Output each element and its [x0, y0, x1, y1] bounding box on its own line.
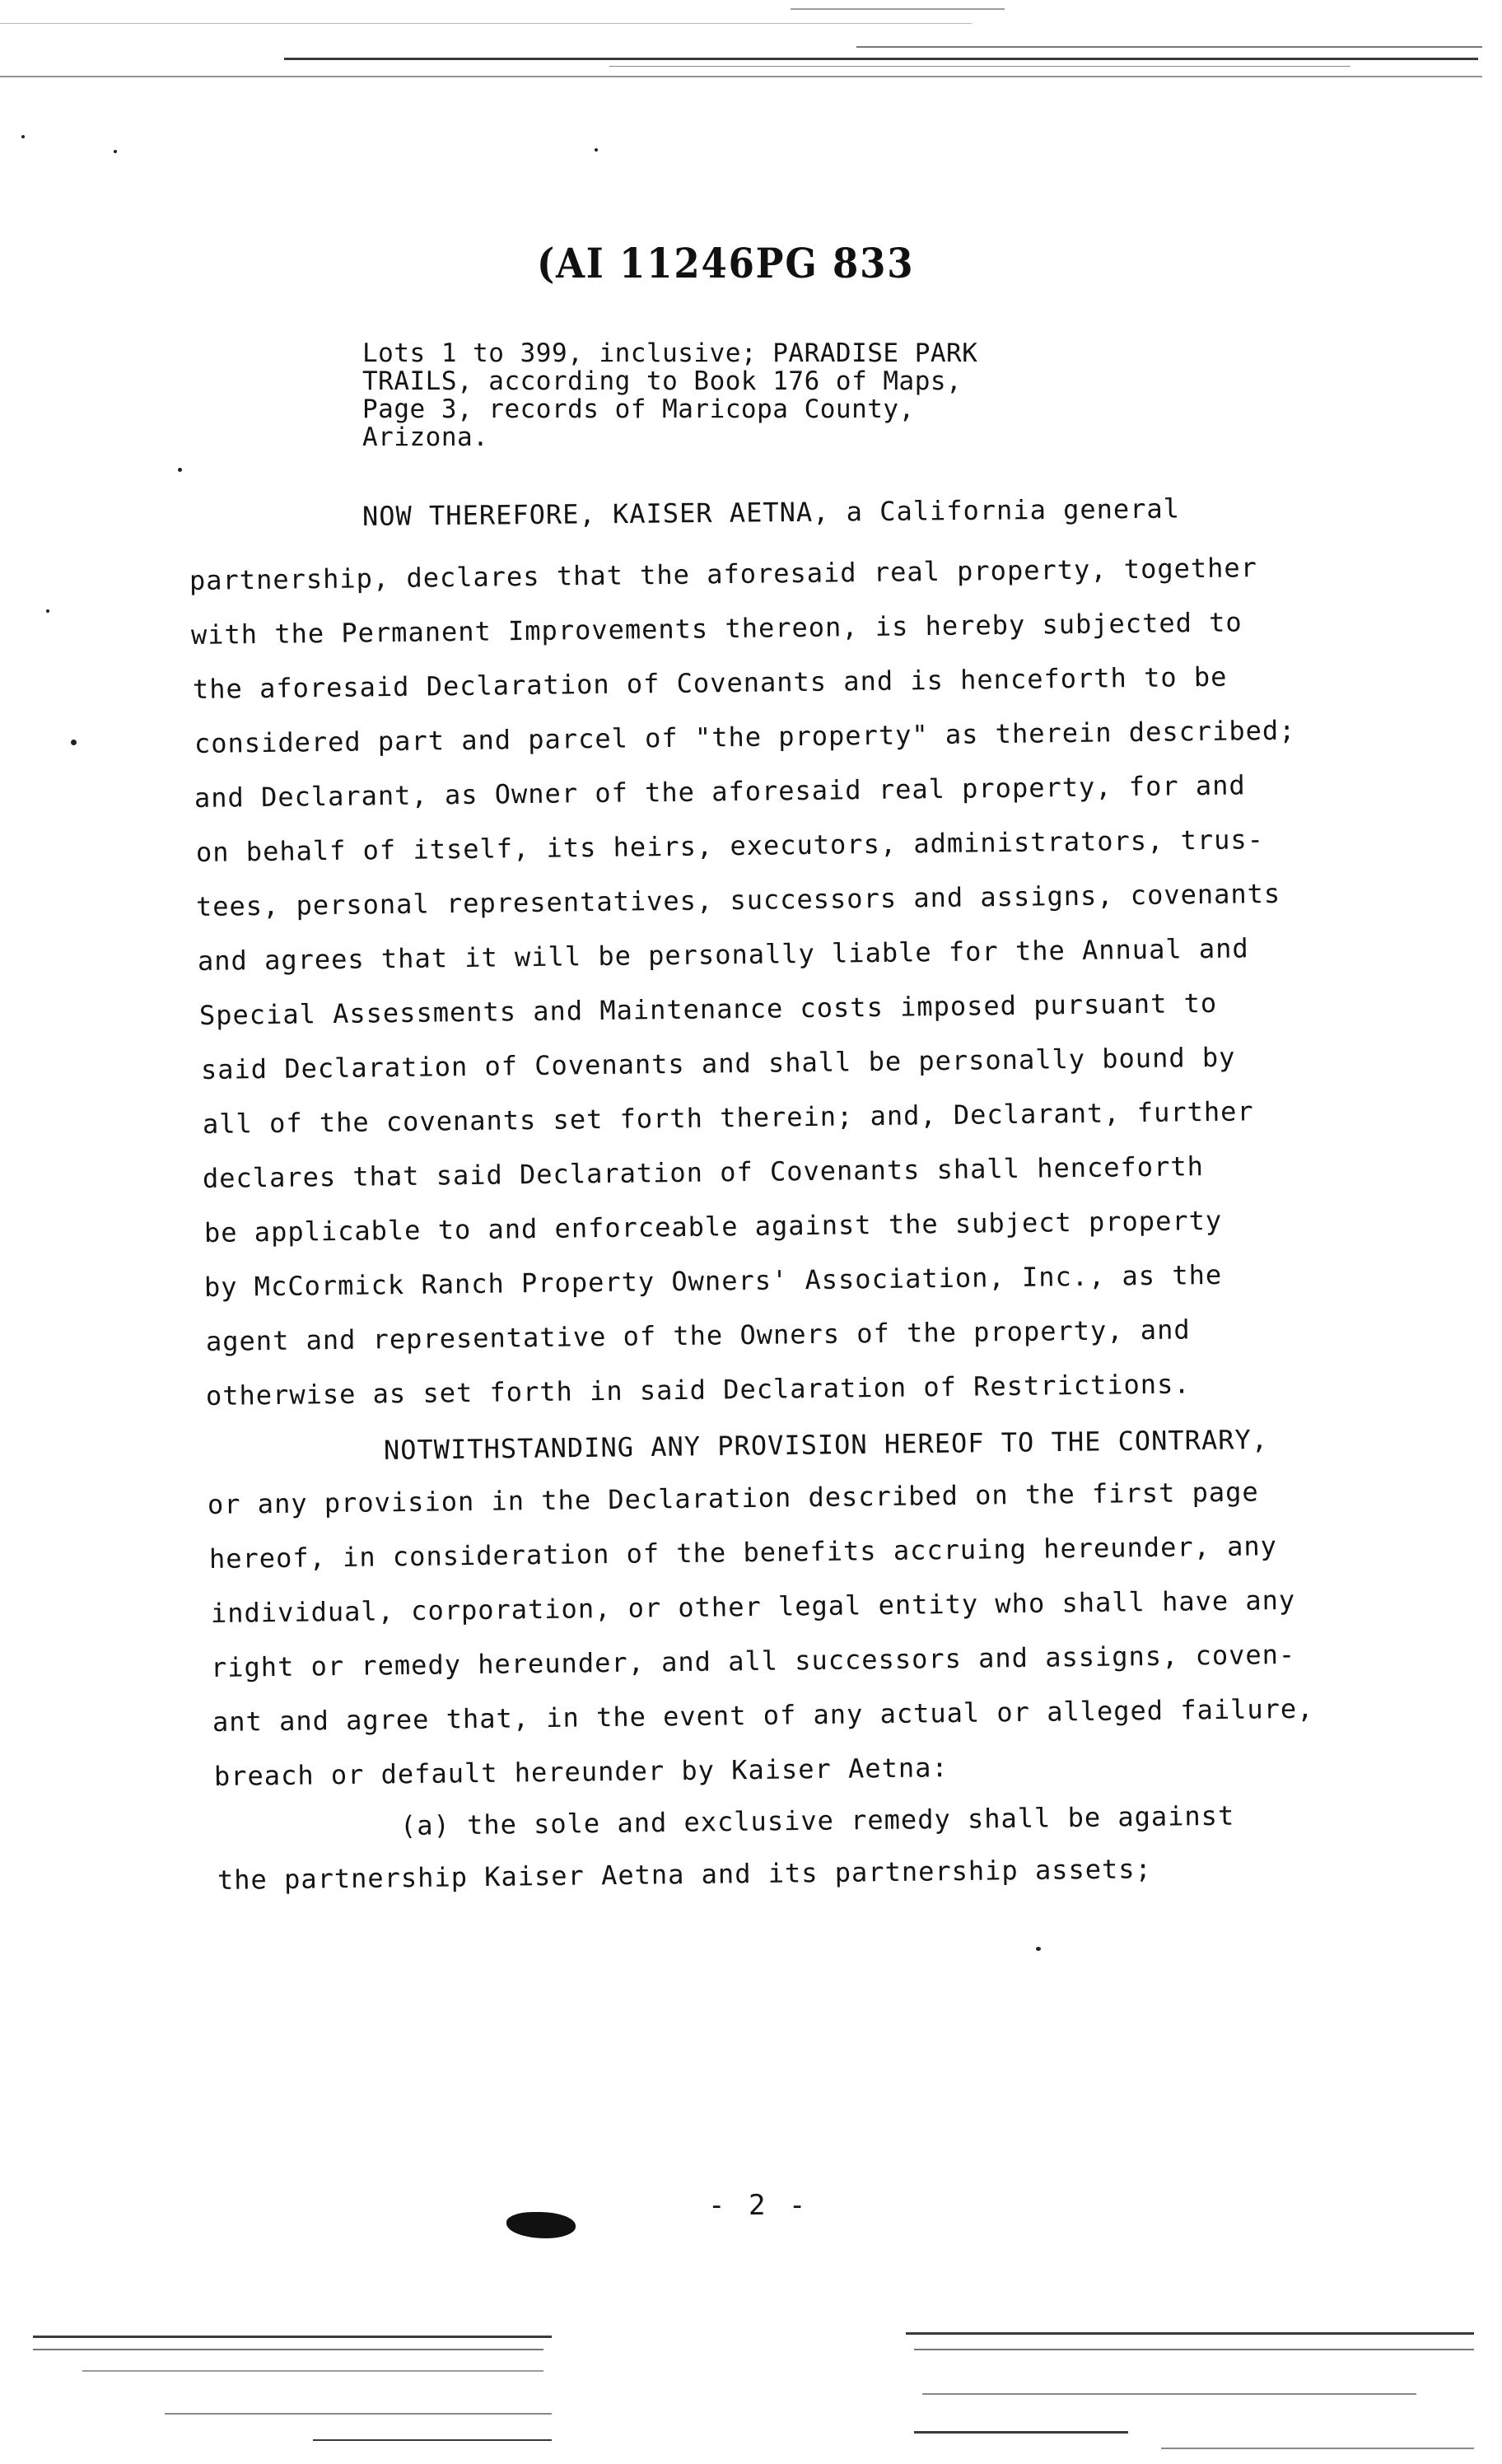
legal-description-line: TRAILS, according to Book 176 of Maps, — [362, 366, 963, 396]
scan-line — [284, 58, 1478, 60]
scan-line — [1161, 2448, 1474, 2449]
body-line: with the Permanent Improvements thereon, is hereby subjected to — [190, 606, 1243, 651]
body-line: tees, personal representatives, successors and assigns, covenants — [195, 877, 1281, 922]
body-line: all of the covenants set forth therein; and, Declarant, further — [202, 1095, 1254, 1140]
page-number: - 2 - — [708, 2189, 809, 2222]
body-line: by McCormick Ranch Property Owners' Association, Inc., as the — [203, 1258, 1223, 1303]
scan-line — [0, 76, 1482, 77]
body-line: be applicable to and enforceable against the subject property — [203, 1204, 1223, 1248]
scan-line — [82, 2370, 543, 2372]
ink-blot — [506, 2212, 576, 2238]
scan-speck — [178, 468, 182, 472]
legal-description-line: Lots 1 to 399, inclusive; PARADISE PARK — [362, 338, 978, 368]
scan-speck — [71, 740, 77, 745]
scan-line — [922, 2393, 1416, 2395]
legal-description-line: Arizona. — [362, 422, 489, 452]
body-line: NOW THEREFORE, KAISER AETNA, a California general — [362, 492, 1181, 532]
body-line: declares that said Declaration of Covenants shall henceforth — [202, 1150, 1205, 1194]
body-line: right or remedy hereunder, and all successors and assigns, coven- — [210, 1638, 1296, 1683]
body-line: the partnership Kaiser Aetna and its partnership assets; — [217, 1853, 1153, 1896]
body-line: agent and representative of the Owners of the property, and — [205, 1314, 1191, 1357]
scan-line — [791, 8, 1005, 10]
scan-speck — [46, 609, 49, 613]
scan-speck — [595, 148, 598, 152]
body-line: otherwise as set forth in said Declaration of Restrictions. — [205, 1368, 1191, 1412]
scan-line — [33, 2349, 543, 2350]
scan-line — [856, 46, 1482, 48]
scan-line — [914, 2349, 1474, 2350]
body-line: ant and agree that, in the event of any actual or alleged failure, — [212, 1692, 1314, 1738]
body-line: or any provision in the Declaration described on the first page — [207, 1476, 1259, 1520]
scan-speck — [21, 135, 25, 138]
scan-line — [914, 2431, 1128, 2434]
scan-line — [165, 2413, 552, 2415]
body-line: individual, corporation, or other legal entity who shall have any — [210, 1584, 1296, 1629]
scan-speck — [114, 150, 117, 153]
body-line: the aforesaid Declaration of Covenants and is henceforth to be — [192, 660, 1228, 705]
scan-line — [0, 23, 972, 24]
body-line: partnership, declares that the aforesaid real property, together — [189, 552, 1258, 596]
body-line: considered part and parcel of "the property" as therein described; — [194, 714, 1296, 759]
body-line: on behalf of itself, its heirs, executors, administrators, trus- — [195, 824, 1265, 868]
body-line: said Declaration of Covenants and shall be personally bound by — [200, 1041, 1236, 1085]
scan-line — [609, 66, 1350, 67]
body-line: NOTWITHSTANDING ANY PROVISION HEREOF TO THE CONTRARY, — [383, 1423, 1269, 1466]
scan-line — [906, 2332, 1474, 2335]
body-line: hereof, in consideration of the benefits accruing hereunder, any — [208, 1530, 1278, 1575]
legal-description — [362, 339, 1103, 451]
scan-line — [313, 2439, 552, 2441]
body-line: and agrees that it will be personally liable for the Annual and — [197, 932, 1249, 977]
scan-speck — [1036, 1947, 1041, 1951]
body-line: Special Assessments and Maintenance costs imposed pursuant to — [198, 987, 1218, 1031]
legal-description-line: Page 3, records of Maricopa County, — [362, 394, 915, 424]
body-line: (a) the sole and exclusive remedy shall be against — [399, 1799, 1235, 1841]
body-line: breach or default hereunder by Kaiser Aetna: — [213, 1752, 949, 1792]
scan-line — [33, 2336, 552, 2338]
recording-stamp: (AI 11246PG 833 — [537, 239, 915, 287]
body-line: and Declarant, as Owner of the aforesaid real property, for and — [194, 769, 1246, 814]
